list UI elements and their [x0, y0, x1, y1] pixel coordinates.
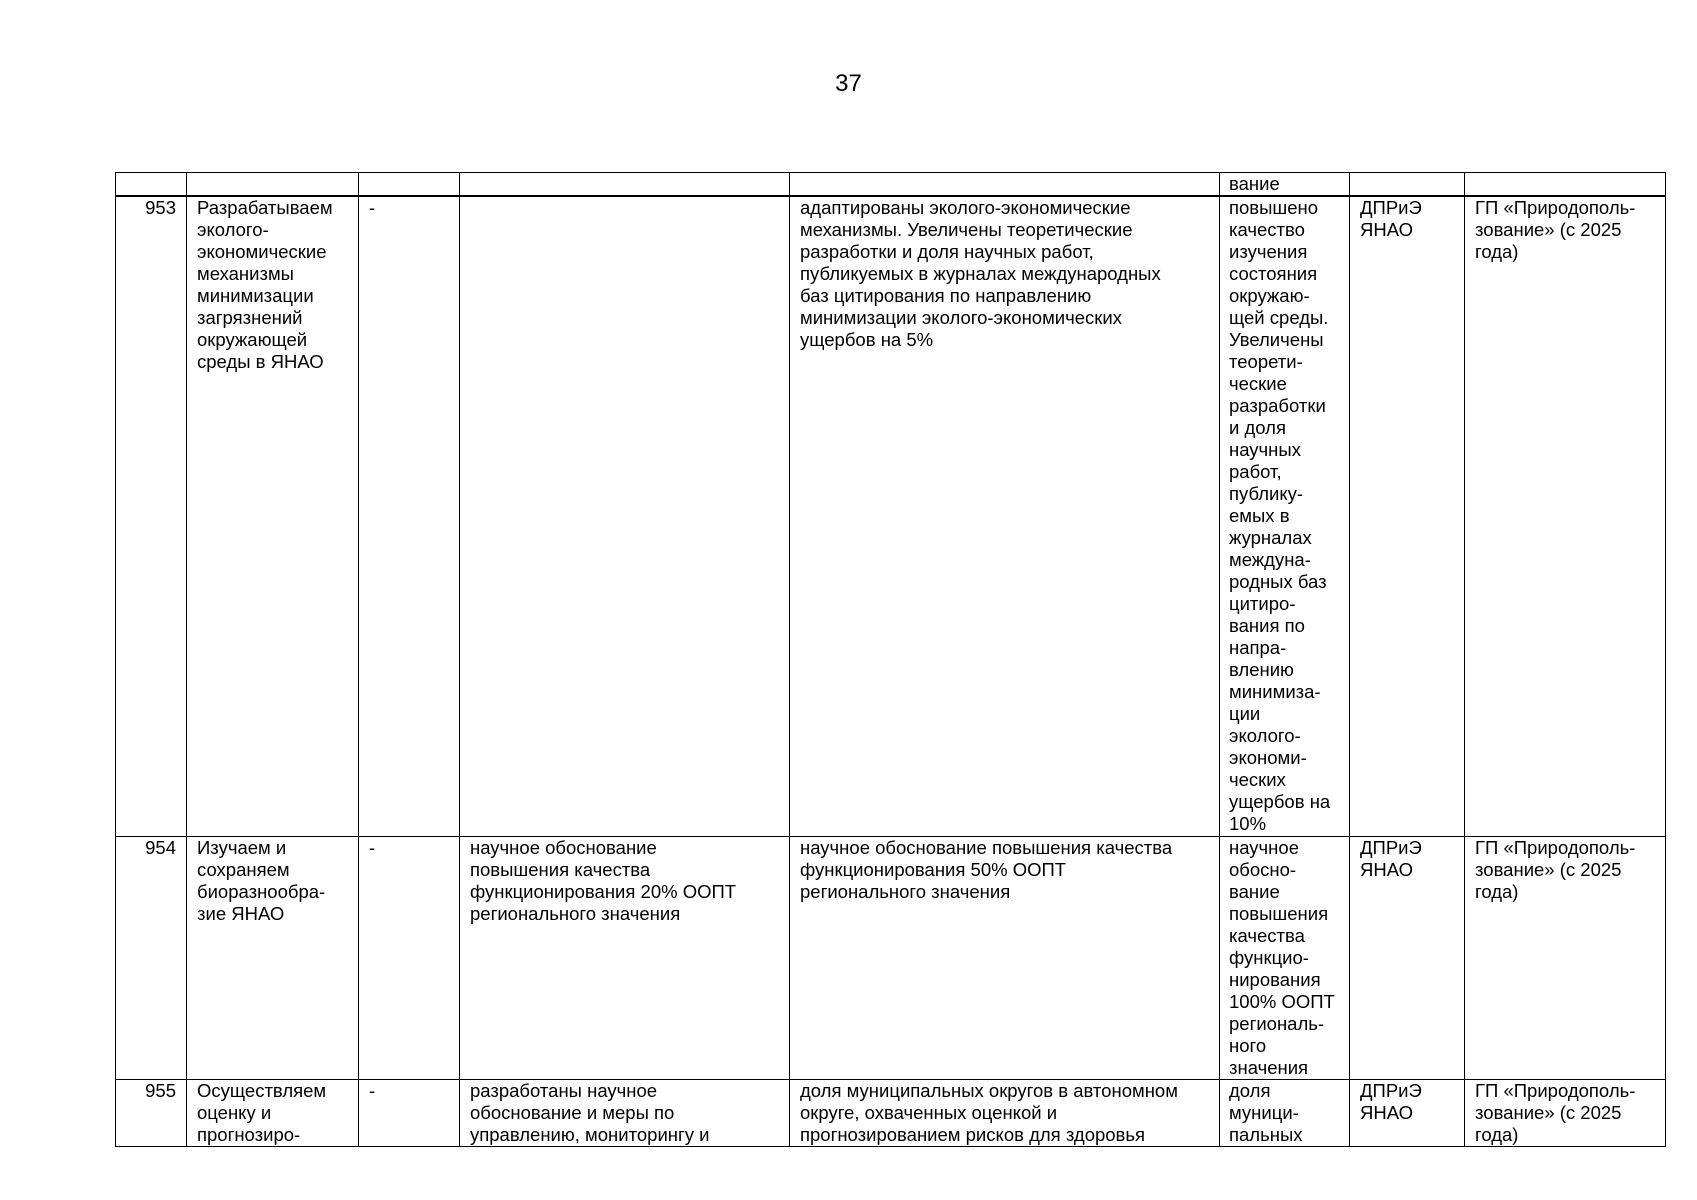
table-cell: научное обосно- вание повышения качества функцио- нирования 100% ООПТ региональ- ного значения: [1220, 836, 1350, 1079]
executor-cell: ДПРиЭ ЯНАО: [1350, 836, 1465, 1079]
program-cell: ГП «Природополь- зование» (с 2025 года): [1465, 836, 1666, 1079]
executor-cell: ДПРиЭ ЯНАО: [1350, 196, 1465, 836]
table-row: [116, 836, 1666, 1079]
row-number: 954: [116, 836, 187, 1079]
table-row-continuation: [116, 173, 1666, 197]
table-cell: -: [359, 1079, 460, 1146]
table-cell: разработаны научное обоснование и меры по управлению, мониторингу и: [460, 1079, 790, 1146]
table-cell: научное обоснование повышения качества функционирования 20% ООПТ регионального значения: [460, 836, 790, 1079]
table-cell: [116, 173, 187, 197]
table-cell: [1350, 173, 1465, 197]
table-cell: [1465, 173, 1666, 197]
table-cell: [460, 173, 790, 197]
table-cell: адаптированы эколого-экономические механизмы. Увеличены теоретические разработки и доля научных работ, публикуемых в журналах международных баз цитирования по направлению минимизации эколого-экономических ущербов на 5%: [790, 196, 1220, 836]
table-cell: [359, 173, 460, 197]
executor-cell: ДПРиЭ ЯНАО: [1350, 1079, 1465, 1146]
table-cell: доля муниципальных округов в автономном округе, охваченных оценкой и прогнозированием рисков для здоровья: [790, 1079, 1220, 1146]
table-row: [116, 1079, 1666, 1146]
program-cell: ГП «Природополь- зование» (с 2025 года): [1465, 1079, 1666, 1146]
activity-cell: Разрабатываем эколого- экономические механизмы минимизации загрязнений окружающей среды в ЯНАО: [187, 196, 359, 836]
row-number: 955: [116, 1079, 187, 1146]
table-cell: научное обоснование повышения качества функционирования 50% ООПТ регионального значения: [790, 836, 1220, 1079]
program-cell: ГП «Природополь- зование» (с 2025 года): [1465, 196, 1666, 836]
table-cell: [460, 196, 790, 836]
activity-cell: Осуществляем оценку и прогнозиро-: [187, 1079, 359, 1146]
table-cell: [790, 173, 1220, 197]
table-cell: доля муници- пальных: [1220, 1079, 1350, 1146]
table-cell: -: [359, 836, 460, 1079]
table-cell: -: [359, 196, 460, 836]
row-number: 953: [116, 196, 187, 836]
activity-cell: Изучаем и сохраняем биоразнообра- зие ЯНАО: [187, 836, 359, 1079]
table-cell: вание: [1220, 173, 1350, 197]
table-cell: [187, 173, 359, 197]
table-row: [116, 196, 1666, 836]
page-number: 37: [835, 70, 862, 97]
activities-table: [115, 172, 1666, 1147]
table-cell: повышено качество изучения состояния окружаю- щей среды. Увеличены теорети- ческие разработки и доля научных работ, публику- емых в журналах междуна- родных баз цитиро- вания по напра- влению минимиза- ции эколого- экономи- ческих ущербов на 10%: [1220, 196, 1350, 836]
